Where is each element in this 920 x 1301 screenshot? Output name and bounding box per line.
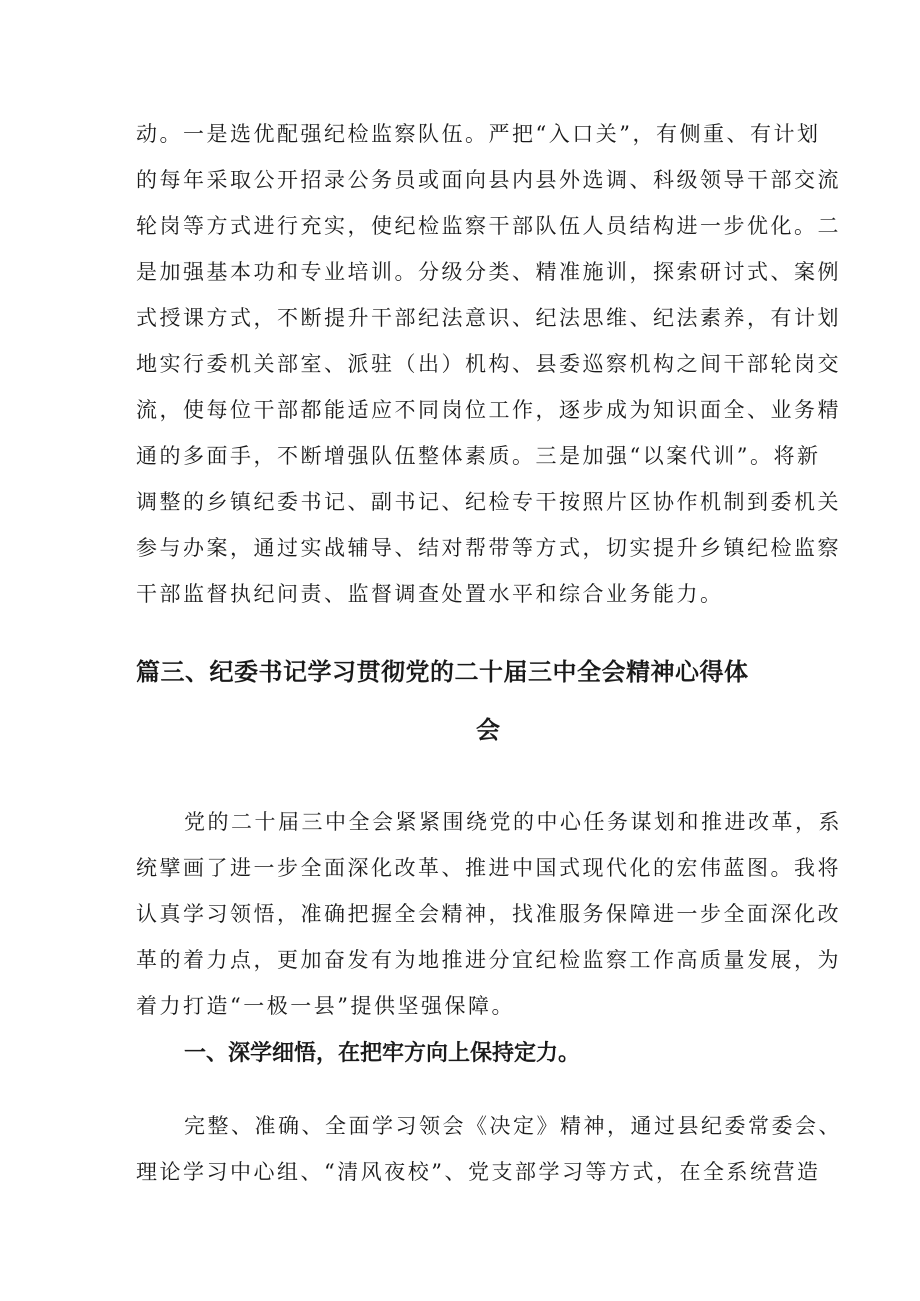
paragraph-line: 动。一是选优配强纪检监察队伍。严把“入口关”，有侧重、有计划 xyxy=(136,122,821,146)
paragraph-line: 党的二十届三中全会紧紧围绕党的中心任务谋划和推进改革，系 xyxy=(184,810,842,834)
paragraph-line: 着力打造“一极一县”提供坚强保障。 xyxy=(136,994,515,1018)
paragraph-line: 流，使每位干部都能适应不同岗位工作，逐步成为知识面全、业务精 xyxy=(136,398,841,422)
paragraph-line: 地实行委机关部室、派驻（出）机构、县委巡察机构之间干部轮岗交 xyxy=(136,352,841,376)
paragraph-line: 干部监督执纪问责、监督调查处置水平和综合业务能力。 xyxy=(136,582,724,606)
paragraph-line: 理论学习中心组、“清风夜校”、党支部学习等方式，在全系统营造 xyxy=(136,1160,821,1184)
paragraph-line: 完整、准确、全面学习领会《决定》精神，通过县纪委常委会、 xyxy=(184,1114,842,1138)
paragraph-line: 是加强基本功和专业培训。分级分类、精准施训，探索研讨式、案例 xyxy=(136,260,841,284)
paragraph-line: 认真学习领悟，准确把握全会精神，找准服务保障进一步全面深化改 xyxy=(136,902,841,926)
subheading-deep-study: 一、深学细悟，在把牢方向上保持定力。 xyxy=(184,1041,581,1066)
paragraph-line: 通的多面手，不断增强队伍整体素质。三是加强“以案代训”。将新 xyxy=(136,444,821,468)
paragraph-line: 轮岗等方式进行充实，使纪检监察干部队伍人员结构进一步优化。二 xyxy=(136,214,841,238)
paragraph-line: 式授课方式，不断提升干部纪法意识、纪法思维、纪法素养，有计划 xyxy=(136,306,841,330)
paragraph-line: 参与办案，通过实战辅导、结对帮带等方式，切实提升乡镇纪检监察 xyxy=(136,536,841,560)
section-title-line1: 篇三、纪委书记学习贯彻党的二十届三中全会精神心得体 xyxy=(136,658,749,686)
paragraph-line: 的每年采取公开招录公务员或面向县内县外选调、科级领导干部交流 xyxy=(136,168,841,192)
paragraph-line: 统擘画了进一步全面深化改革、推进中国式现代化的宏伟蓝图。我将 xyxy=(136,856,841,880)
paragraph-line: 调整的乡镇纪委书记、副书记、纪检专干按照片区协作机制到委机关 xyxy=(136,490,841,514)
paragraph-line: 革的着力点，更加奋发有为地推进分宜纪检监察工作高质量发展，为 xyxy=(136,948,841,972)
section-title-line2: 会 xyxy=(476,716,501,744)
